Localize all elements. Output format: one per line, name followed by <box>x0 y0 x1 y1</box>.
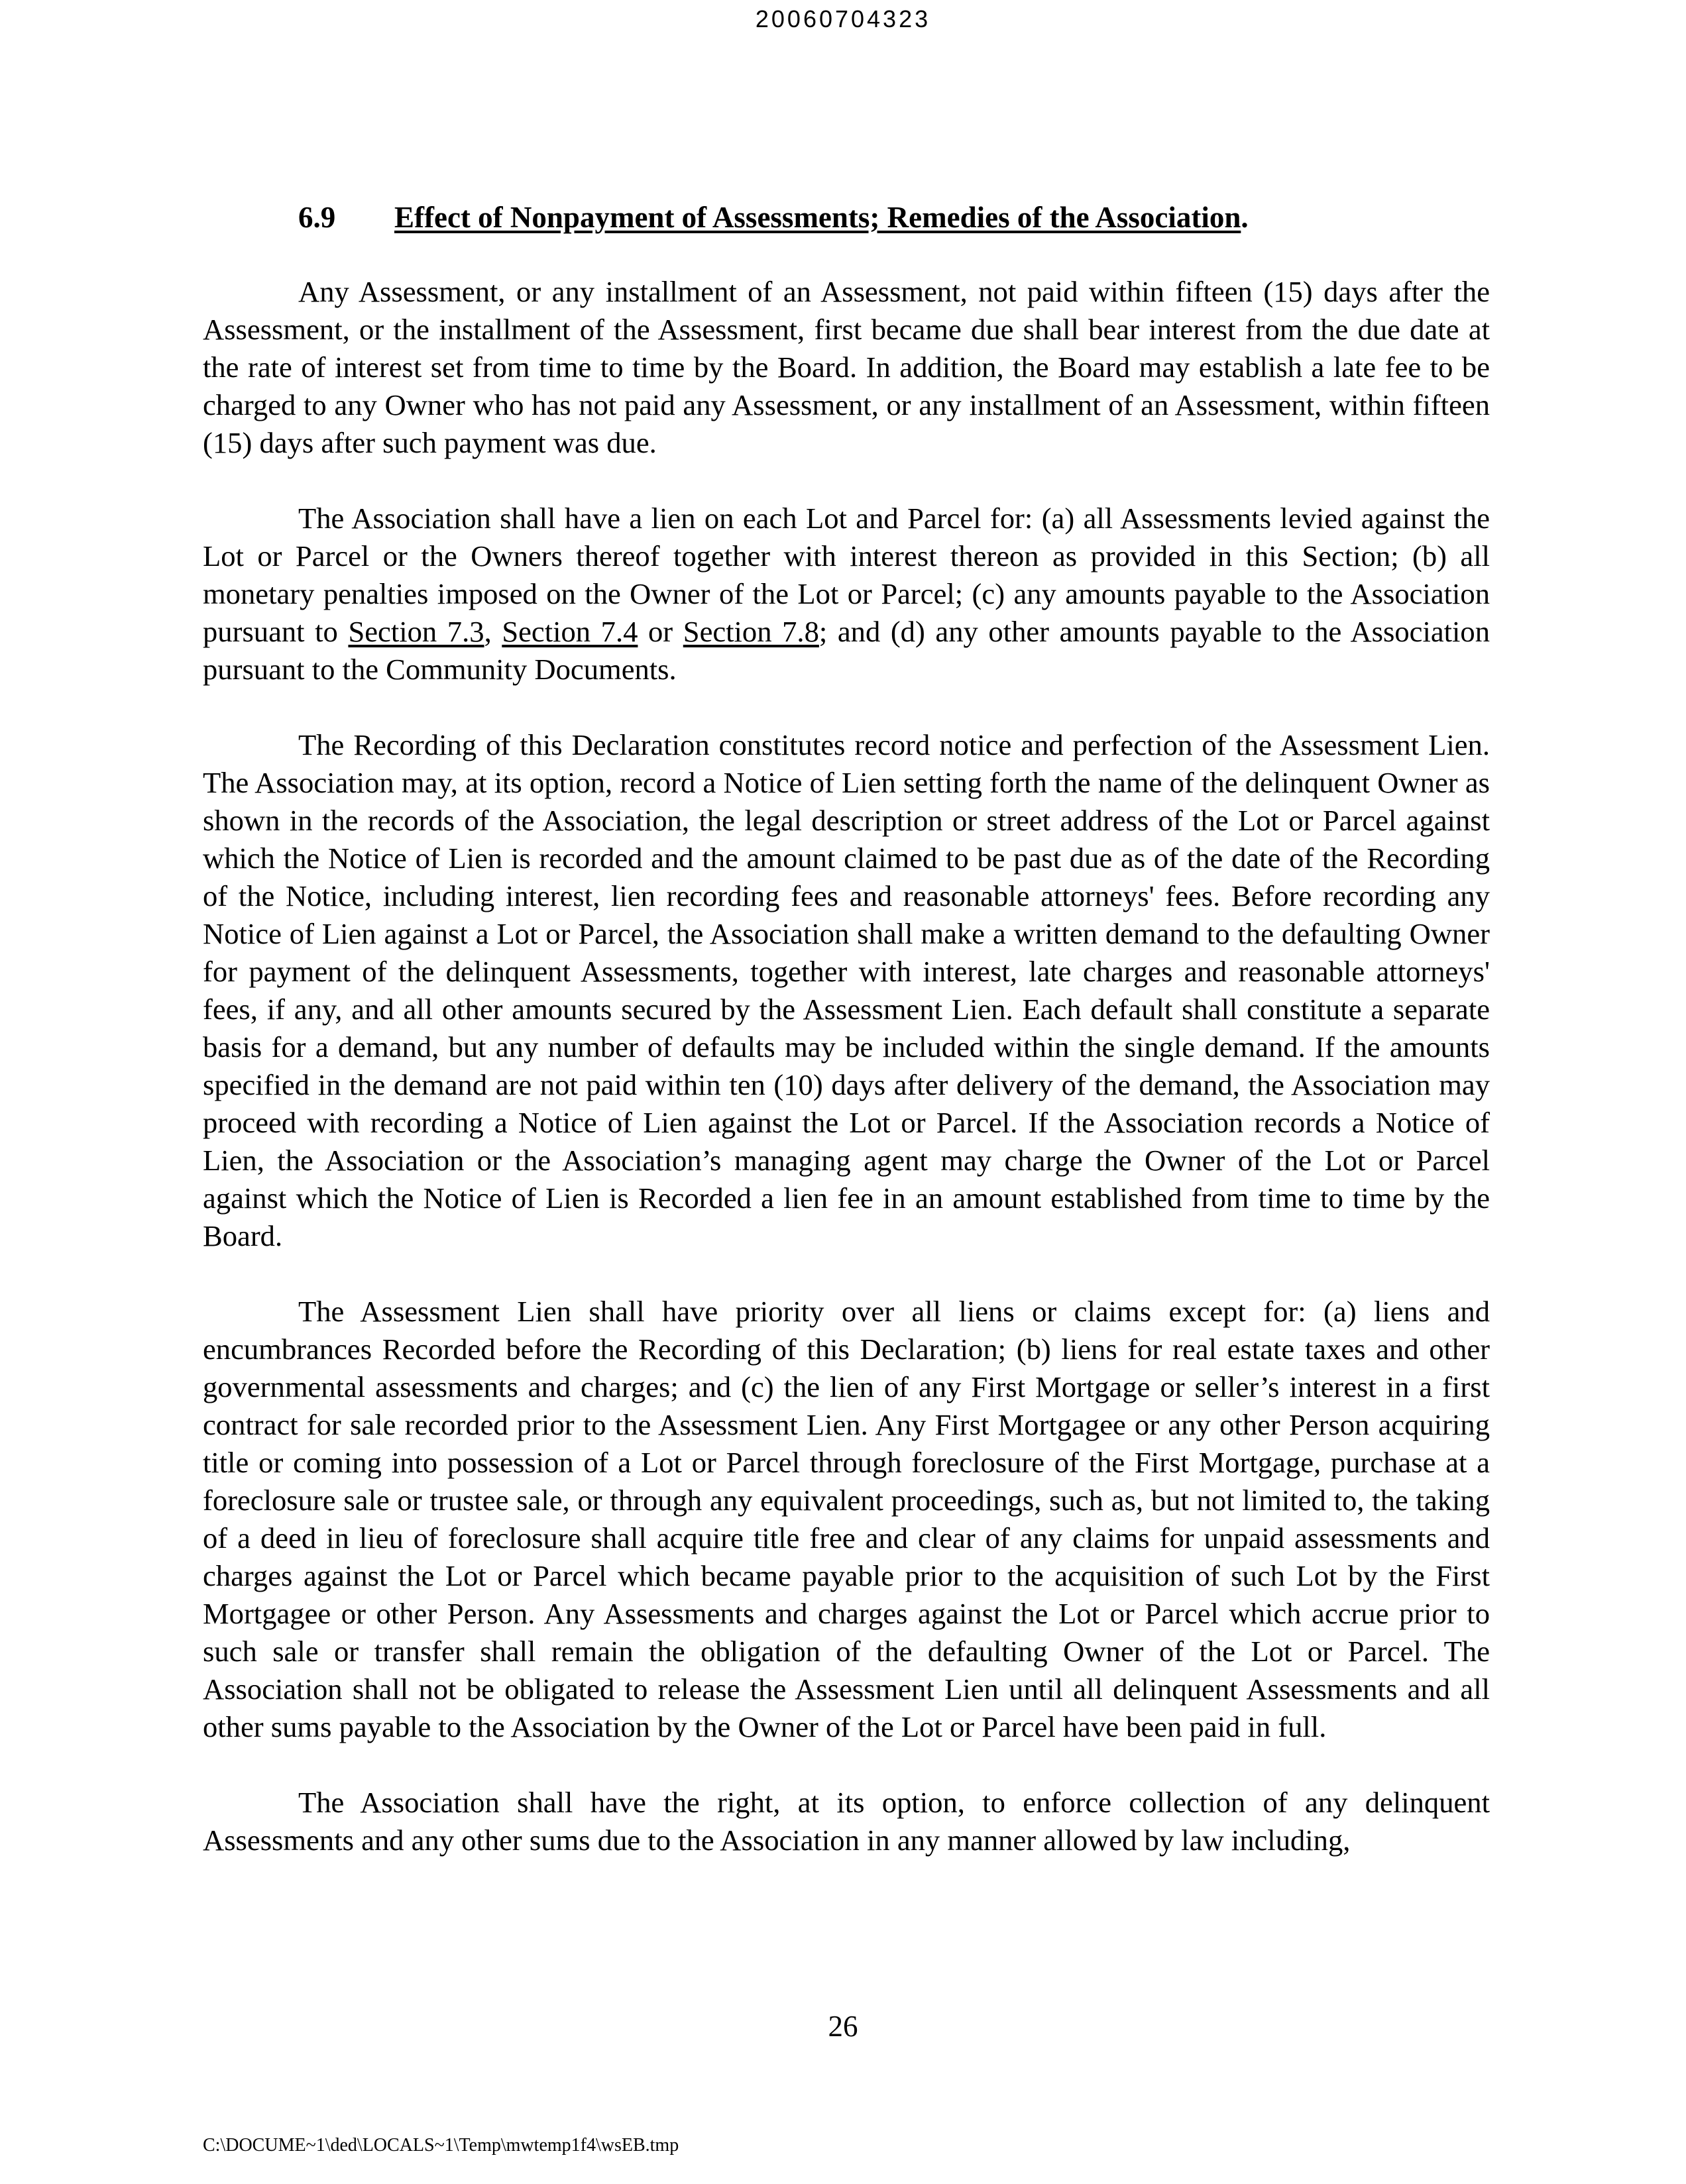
document-number: 20060704323 <box>755 5 931 32</box>
paragraph-notice-of-lien: The Recording of this Declaration constitutes record notice and perfection of the Assessment Lien. The Association may, at its option, record a Notice of Lien setting forth the name of the delinquent Owner as shown in the records of the Association, the legal description or street address of the Lot or Parcel against which the Notice of Lien is recorded and the amount claimed to be past due as of the date of the Recording of the Notice, including interest, lien recording fees and reasonable attorneys' fees. Before recording any Notice of Lien against a Lot or Parcel, the Association shall make a written demand to the defaulting Owner for payment of the delinquent Assessments, together with interest, late charges and reasonable attorneys' fees, if any, and all other amounts secured by the Assessment Lien. Each default shall constitute a separate basis for a demand, but any number of defaults may be included within the single demand. If the amounts specified in the demand are not paid within ten (10) days after delivery of the demand, the Association may proceed with recording a Notice of Lien against the Lot or Parcel. If the Association records a Notice of Lien, the Association or the Association’s managing agent may charge the Owner of the Lot or Parcel against which the Notice of Lien is Recorded a lien fee in an amount established from time to time by the Board. <box>203 728 1490 1252</box>
section-number: 6.9 <box>298 201 336 234</box>
paragraph-enforce-collection: The Association shall have the right, at its option, to enforce collection of any delinquent Assessments and any other sums due to the Association in any manner allowed by law including, <box>203 1786 1490 1857</box>
paragraph-interest-late-fee: Any Assessment, or any installment of an Assessment, not paid within fifteen (15) days after the Assessment, or the installment of the Assessment, first became due shall bear interest from the due date at the rate of interest set from time to time by the Board. In addition, the Board may establish a late fee to be charged to any Owner who has not paid any Assessment, or any installment of an Assessment, within fifteen (15) days after such payment was due. <box>203 275 1490 459</box>
reference-separator: , <box>484 615 502 648</box>
section-title: Effect of Nonpayment of Assessments; Remedies of the Association <box>394 201 1241 234</box>
paragraph-lien-priority: The Assessment Lien shall have priority over all liens or claims except for: (a) liens and encumbrances Recorded before the Recording of this Declaration; (b) liens for real estate taxes and other governmental assessments and charges; and (c) the lien of any First Mortgage or seller’s interest in a first contract for sale recorded prior to the Assessment Lien. Any First Mortgagee or any other Person acquiring title or coming into possession of a Lot or Parcel through foreclosure of the First Mortgage, purchase at a foreclosure sale or trustee sale, or through any equivalent proceedings, such as, but not limited to, the taking of a deed in lieu of foreclosure shall acquire title free and clear of any claims for unpaid assessments and charges against the Lot or Parcel which became payable prior to the acquisition of such Lot by the First Mortgagee or other Person. Any Assessments and charges against the Lot or Parcel which accrue prior to such sale or transfer shall remain the obligation of the defaulting Owner of the Lot or Parcel. The Association shall not be obligated to release the Assessment Lien until all delinquent Assessments and all other sums payable to the Association by the Owner of the Lot or Parcel have been paid in full. <box>203 1295 1490 1743</box>
paragraph-text: The Association shall have a lien on each Lot and Parcel for: (a) all Assessments levied against the Lot or Parcel or the Owners thereof together with interest thereon as provided in this Section; (b) all monetary penalties imposed on the Owner of the Lot or Parcel; (c) any amounts payable to the Association pursuant to <box>203 502 1490 648</box>
section-7-8-reference: Section 7.8 <box>683 615 819 648</box>
section-7-3-reference: Section 7.3 <box>348 615 484 648</box>
page-number: 26 <box>828 2010 858 2043</box>
section-heading <box>298 200 1249 235</box>
reference-separator: or <box>638 615 683 648</box>
paragraph-text: ; and (d) any other amounts payable to the Association pursuant to the Community Documents. <box>203 615 1490 686</box>
section-title-period: . <box>1241 201 1249 234</box>
paragraph-association-lien <box>203 500 1490 688</box>
document-body <box>203 273 1490 1859</box>
section-7-4-reference: Section 7.4 <box>502 615 638 648</box>
file-path-footer: C:\DOCUME~1\ded\LOCALS~1\Temp\mwtemp1f4\wsEB.tmp <box>203 2135 679 2156</box>
